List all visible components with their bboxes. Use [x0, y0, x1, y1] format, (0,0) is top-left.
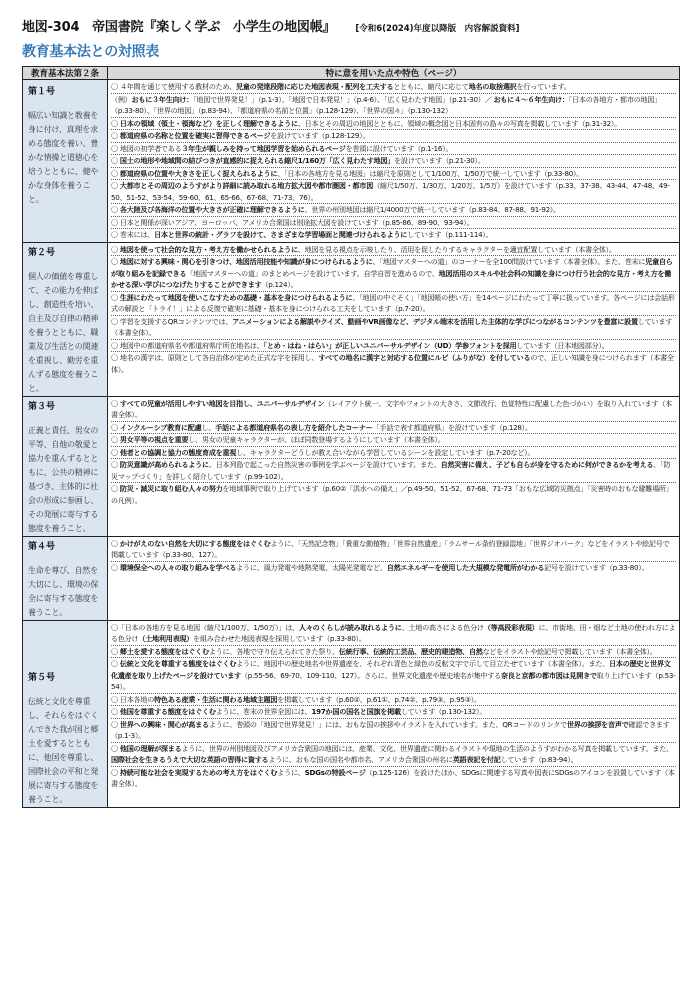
- emphasized-text: 英語表記を付記: [452, 755, 501, 764]
- item-text: を組み合わせた地図表現を採用しています（p.33-80）。: [193, 634, 366, 643]
- law-article-cell: [23, 242, 108, 396]
- item-text: 〇: [111, 181, 120, 190]
- item-text: 〇: [111, 131, 120, 140]
- item-text: （縮尺1/50万、1/30万、1/20万、1/5万）を設けています（p.33、37-38、43-44、47-48、49-50、51-52、53-54、59-60、61、65-66、67-68、71-73、76）。: [111, 181, 670, 202]
- item-text: 「地図マスターへの道」のまとめページを設けています。自学自習を進めるので、: [186, 268, 439, 278]
- item-text: 〇: [111, 118, 120, 128]
- item-text: 〇: [111, 435, 120, 444]
- item-text: 、世界の州別地図は縮尺1/4000万で統一しています（p.83-84、87-88、91-92）。: [304, 205, 560, 214]
- item-text: ように、おもな国の国名や都市名、アメリカ合衆国の州名に: [268, 755, 453, 764]
- item-text: を掲載しています（p.60②、p.61①、p.74②、p.79③、p.95③）。: [277, 694, 481, 704]
- item-text: 、土地の高さによる色分け: [401, 622, 484, 632]
- item-text: に、市街地、田・畑など土地の使われ方による色分け: [111, 622, 676, 643]
- article-number: 第２号: [28, 247, 56, 258]
- item-text: を巻頭に設けています（p.1-16）。: [345, 143, 453, 153]
- emphasized-text: 持続可能な社会を実現するための考え方をはぐくむ: [119, 767, 278, 777]
- emphasized-text: 世界への興味・関心が高まる: [119, 719, 209, 729]
- emphasized-text: 伝統行事、伝統的工芸品、歴史的建造物、自然: [338, 646, 483, 656]
- list-item: [111, 483, 676, 506]
- item-text: ように、: [277, 767, 305, 777]
- item-text: ように、地図中の歴史地名や世界遺産を、それぞれ青色と緑色の反転文字で示して目立たせています（本書全体）。また、: [236, 659, 610, 668]
- feature-cell: [108, 620, 680, 807]
- emphasized-text: おもに３年生向け：: [131, 94, 194, 104]
- item-text: 〇: [111, 659, 120, 668]
- item-text: 「手話で表す都道府県」を設けています（p.128）。: [372, 422, 532, 432]
- article-number: 第１号: [28, 87, 56, 97]
- emphasized-text: SDGsの特設ページ: [304, 767, 366, 777]
- item-text: を設けています（p.128-129）。: [270, 131, 370, 140]
- item-text: を設けています（p.21-30）。: [394, 156, 485, 165]
- list-item: [111, 229, 676, 241]
- emphasized-text: かけがえのない自然を大切にする態度をはぐくむ: [119, 538, 271, 548]
- item-text: しています（p.111-114）。: [407, 230, 493, 239]
- item-text: 〇: [111, 719, 120, 729]
- item-text: 、日本とその周辺の地図とともに、領域の概念図と日本固有の島々の写真を掲載しています（p.31-32）。: [297, 118, 621, 128]
- item-text: ように、各地で守り伝えられてきた祭り、: [208, 646, 339, 656]
- item-text: 「地図で世界発見！」（p.1-3）、「地図で日本発見！」（p.4-6）、「広く見わたす地図」（p.21-30）／: [193, 94, 494, 104]
- item-text: 、「防災マップづくり」を詳しく紹介しています（p.99-102）。: [111, 460, 671, 481]
- list-item: [111, 204, 676, 217]
- item-text: 〇: [111, 767, 120, 777]
- emphasized-text: 地図に対する興味・関心を引きつけ、地図活用技能や知識が身につけられるように: [119, 257, 373, 266]
- table-row: [23, 620, 680, 807]
- item-text: ように、世界の州別地図及びアメリカ合衆国の地図には、産業、文化、世界遺産に関わるイラストや現地の生活のようすがわかる写真を掲載しています。また、: [181, 743, 673, 753]
- item-text: 〇: [111, 460, 120, 469]
- emphasized-text: 防災意識が高められるように: [119, 460, 209, 469]
- list-item: [111, 155, 676, 168]
- item-text: （p.125-126）を設けたほか、SDGsに関連する写真や図表にSDGsのアイコンを設置しています（本書全体）。: [111, 767, 675, 788]
- list-item: [111, 422, 676, 435]
- emphasized-text: 各大陸及び各海洋の位置や大きさが正確に理解できるように: [119, 205, 305, 214]
- list-item: [111, 352, 676, 375]
- item-text: 確認できます（p.1-3）。: [111, 719, 670, 740]
- emphasized-text: 伝統と文化を尊重する態度をはぐくむ: [119, 659, 237, 668]
- list-item: [111, 130, 676, 143]
- emphasized-text: 生涯にわたって地図を使いこなすための基礎・基本を身につけられるように: [119, 292, 353, 302]
- list-item: [111, 646, 676, 659]
- list-item: [111, 292, 676, 316]
- item-text: を地域事例で取り上げています（p.60②「洪水への備え」／p.49-50、51-52、67-68、71-73「おもな広域防災拠点」「災害時のおもな避難場所」の凡例）。: [111, 484, 673, 505]
- item-text: 、「地図の中ぐそく」「地図帳の使い方」を14ページにわたって丁寧に扱っています。各ページには会話形式の解説と「トライ！」による反復で確実に基礎・基本を身につけられる工夫をしています（p.7-20）。: [111, 292, 675, 313]
- list-item: [111, 81, 676, 94]
- emphasized-text: 国土の地形や地域間の結びつきが直感的に捉えられる縮尺1/160万「広く見わたす地図」: [119, 156, 395, 165]
- emphasized-text: 日本の歴史と世界文化遺産を取り上げたページを設けています: [111, 659, 671, 680]
- item-text: 〇: [111, 484, 120, 493]
- item-text: 取り上げています（p.53-54）。: [111, 670, 676, 691]
- item-text: しています（日本地図部分）。: [516, 340, 609, 350]
- emphasized-text: アニメーションによる解説やクイズ、動画やVR画像など、デジタル端末を活用した主体的な学びにつながるコンテンツを豊富に設置: [232, 316, 638, 326]
- law-article-cell: [23, 536, 108, 620]
- item-text: しています（p.83-94）。: [500, 755, 578, 764]
- item-text: し、: [201, 422, 216, 432]
- emphasized-text: すべての児童が活用しやすい地図を目指し、ユニバーサルデザイン: [119, 398, 325, 408]
- emphasized-text: 児童自らが取り組みを記録できる: [111, 257, 673, 278]
- document-title: 地図-304 帝国書院『楽しく学ぶ 小学生の地図帳』: [22, 20, 336, 35]
- emphasized-text: 他者との協調と協力の態度育成を重視: [119, 447, 237, 457]
- item-text: 、地図を見る視点を示唆したり、活用を促したりするキャラクターを適宜配置しています（本書全体）。: [297, 244, 616, 254]
- feature-cell: [108, 242, 680, 396]
- item-text: 〇 地名の漢字は、原則として各自治体が定めた正式な字を採用し、: [111, 353, 319, 362]
- item-text: 〇: [111, 743, 120, 753]
- item-text: 〇 日本各地の: [111, 694, 155, 704]
- item-text: 〇: [111, 257, 120, 266]
- item-text: 〇: [111, 168, 120, 178]
- emphasized-text: 自然災害に備え、子ども自らが身を守るために何ができるかを考える: [440, 460, 654, 469]
- item-text: 〇: [111, 646, 120, 656]
- article-text: 個人の価値を尊重して、その能力を伸ばし、創造性を培い、自主及び自律の精神を養うとともに、職業及び生活との関連を重視し、勤労を重んずる態度を養うこと。: [28, 271, 99, 393]
- feature-cell: [108, 80, 680, 243]
- item-text: ので、正しい知識を身につけられます（本書全体）。: [111, 353, 674, 374]
- emphasized-text: 都道府県の位置や大きさを正しく捉えられるように: [119, 168, 278, 178]
- item-text: ように、風力発電や地熱発電、太陽光発電など、: [236, 562, 387, 572]
- list-item: [111, 118, 676, 131]
- document-meta: [令和6(2024)年度以降版 内容解説資料]: [355, 24, 520, 34]
- item-text: 〇: [111, 205, 120, 214]
- list-item: [111, 767, 676, 790]
- emphasized-text: 197か国の国名と国旗を掲載: [311, 707, 401, 716]
- list-item: [111, 743, 676, 767]
- item-text: ように、巻末の世界全図には、: [215, 707, 312, 716]
- list-item: [111, 244, 676, 257]
- emphasized-text: 「とめ・はね・はらい」が正しいユニバーサルデザイン（UD）学参フォントを採用: [263, 340, 517, 350]
- document-subtitle: 教育基本法との対照表: [22, 44, 159, 60]
- table-row: [23, 242, 680, 396]
- list-item: [111, 622, 676, 646]
- item-text: し、男女の児童キャラクターが、ほぼ同数登場するようにしています（本書全体）。: [188, 435, 445, 444]
- item-text: 〇 地図中の都道府県名や都道府県庁所在地名は、: [111, 340, 264, 350]
- article-text: 幅広い知識と教養を身に付け、真理を求める態度を養い、豊かな情操と道徳心を培うとともに、健やかな身体を養うこと。: [28, 111, 99, 204]
- emphasized-text: 都道府県の名称と位置を確実に習得できるページ: [119, 131, 271, 140]
- table-row: [23, 536, 680, 620]
- item-text: 〇 日本と関係が深いアジア、ヨーロッパ、アメリカ合衆国は別途拡大図を設けています（p.85-86、89-90、93-94）。: [111, 217, 474, 227]
- title-line: [22, 16, 682, 35]
- emphasized-text: 日本の領域（領土・領海など）を正しく理解できるように: [119, 118, 298, 128]
- item-text: 〇 ４年間を通じて使用する教材のため、: [111, 82, 236, 91]
- comparison-table: [22, 66, 680, 808]
- column-header-features: 特に意を用いた点や特色（ページ）: [108, 67, 680, 80]
- emphasized-text: 自然エネルギーを使用した大規模な発電所がわかる: [386, 562, 545, 572]
- item-text: ように、「天然記念物」「貴重な動植物」「世界自然遺産」「ラムサール条約登録湿地」「世界ジオパーク」などをイラストや絵記号で掲載しています（p.33-80、127）。: [111, 538, 670, 559]
- item-text: 、「日本の各地方を見る地図」は縮尺を原則として1/100万、1/50万で統一しています（p.33-80）。: [277, 168, 584, 178]
- item-text: し、キャラクターどうしが教え合いながら学習しているシーンを設定しています（p.7-20など）。: [236, 447, 535, 457]
- article-number: 第３号: [28, 401, 56, 412]
- list-item: [111, 180, 676, 204]
- item-text: （例）: [111, 94, 132, 104]
- emphasized-text: おもに４～６年生向け：: [493, 94, 569, 104]
- document-header: [22, 16, 682, 61]
- emphasized-text: 他国の理解が深まる: [119, 743, 182, 753]
- item-text: などをイラストや絵記号で掲載しています（本書全体）。: [482, 646, 657, 656]
- item-text: 記号を設けています（p.33-80）。: [544, 562, 649, 572]
- list-item: [111, 562, 676, 574]
- item-text: 〇: [111, 398, 120, 408]
- emphasized-text: 奈良と京都の都市図は見開きで: [500, 670, 597, 680]
- item-text: 〇 巻末には、: [111, 230, 155, 239]
- emphasized-text: 地図活用のスキルや社会科の知識を身につけ行う社会的な見方・考え方を働かせる深い学びにつなげたりすることができます: [111, 268, 672, 289]
- emphasized-text: 特色ある産業・生活に関わる地域主題図: [154, 694, 278, 704]
- item-text: （p.55-56、69-70、109-110、127）。さらに、世界文化遺産や歴史地名が集中する: [240, 670, 501, 680]
- item-text: 〇「日本の各地方を見る地図（縮尺1/100万、1/50万）」は、: [111, 622, 299, 632]
- emphasized-text: 防災・減災に取り組む人々の努力: [119, 484, 223, 493]
- emphasized-text: 大都市とその周辺のようすがより詳細に読み取れる地方拡大図や都市圏図・都市図: [119, 181, 374, 190]
- law-article-cell: [23, 80, 108, 243]
- feature-cell: [108, 396, 680, 536]
- emphasized-text: 環境保全への人々の取り組みを学べる: [119, 562, 237, 572]
- list-item: [111, 694, 676, 707]
- item-text: 〇: [111, 562, 120, 572]
- article-text: 生命を尊び、自然を大切にし、環境の保全に寄与する態度を養うこと。: [28, 565, 99, 617]
- item-text: ように、巻頭の「地図で世界発見！」には、おもな国の挨拶やイラストを入れています。また、QRコードのリンクで: [208, 719, 567, 729]
- list-item: [111, 340, 676, 353]
- item-text: しています（p.130-132）。: [400, 707, 487, 716]
- item-text: を行っています。: [516, 82, 571, 91]
- emphasized-text: すべての地名に漢字と対応する位置にルビ（ふりがな）を付している: [318, 353, 531, 362]
- article-text: 伝統と文化を尊重し、それらをはぐくんできた我が国と郷土を愛するとともに、他国を尊重し、国際社会の平和と発展に寄与する態度を養うこと。: [28, 696, 99, 804]
- item-text: 「日本の各地方・都市の地図」（p.33-80）、「世界の地図」（p.83-94）、「都道府県の名前と位置」（p.128-129）、「世界の国々」（p.130-132）: [111, 94, 661, 115]
- article-number: 第５号: [28, 672, 56, 683]
- list-item: [111, 94, 676, 118]
- emphasized-text: 他国を尊重する態度をはぐくむ: [119, 707, 216, 716]
- emphasized-text: 手話による都道府県名の表し方を紹介したコーナー: [215, 422, 373, 432]
- item-text: 、日本列島で起こった自然災害の事例を学ぶページを設けています。また、: [208, 460, 441, 469]
- table-body: [23, 80, 680, 808]
- list-item: [111, 538, 676, 562]
- emphasized-text: インクルーシブ教育に配慮: [119, 422, 202, 432]
- emphasized-text: （等高段彩表現）: [483, 622, 539, 632]
- emphasized-text: 地図を使って社会的な見方・考え方を働かせられるように: [119, 244, 298, 254]
- emphasized-text: 日本と世界の統計・グラフを設けて、さまざまな学習場面と関連づけられるように: [154, 230, 408, 239]
- emphasized-text: 男女平等の視点を重要: [119, 435, 189, 444]
- law-article-cell: [23, 620, 108, 807]
- item-text: 〇: [111, 156, 120, 165]
- table-row: [23, 396, 680, 536]
- emphasized-text: 人々のくらしが読み取れるように: [298, 622, 402, 632]
- list-item: [111, 398, 676, 422]
- emphasized-text: 郷土を愛する態度をはぐくむ: [119, 646, 209, 656]
- item-text: 〇: [111, 244, 120, 254]
- list-item: [111, 658, 676, 694]
- item-text: （レイアウト統一、文字やフォントの大きさ、文節改行、色覚特性に配慮した色づかい）を取り入れています（本書全体）。: [111, 398, 673, 419]
- list-item: [111, 434, 676, 447]
- item-text: 〇: [111, 422, 120, 432]
- list-item: [111, 217, 676, 230]
- list-item: [111, 706, 676, 719]
- item-text: 〇: [111, 538, 120, 548]
- item-text: とともに、縮尺に応じて: [393, 82, 469, 91]
- emphasized-text: 世界の挨拶を音声で: [566, 719, 629, 729]
- item-text: （p.124）。: [261, 280, 298, 289]
- item-text: 〇: [111, 292, 120, 302]
- list-item: [111, 447, 676, 460]
- list-item: [111, 316, 676, 340]
- list-item: [111, 719, 676, 743]
- feature-cell: [108, 536, 680, 620]
- item-text: 、「地図マスターへの道」のコーナーを全100問設けています（本書全体）。また、巻末に: [372, 257, 646, 266]
- emphasized-text: 地名の取捨選択: [468, 82, 517, 91]
- emphasized-text: 児童の発達段階に応じた地図表現・配列を工夫する: [235, 82, 394, 91]
- table-header-row: [23, 67, 680, 80]
- list-item: [111, 143, 676, 156]
- list-item: [111, 256, 676, 292]
- table-row: [23, 80, 680, 243]
- item-text: 〇 地図の初学者である: [111, 143, 182, 153]
- list-item: [111, 459, 676, 483]
- column-header-law: 教育基本法第２条: [23, 67, 108, 80]
- emphasized-text: ３年生が親しみを持って地図学習を始められるページ: [181, 143, 346, 153]
- item-text: しています（本書全体）。: [111, 316, 673, 337]
- item-text: 〇: [111, 447, 120, 457]
- article-text: 正義と責任、男女の平等、自他の敬愛と協力を重んずるとともに、公共の精神に基づき、主体的に社会の形成に参画し、その発展に寄与する態度を養うこと。: [28, 425, 99, 533]
- law-article-cell: [23, 396, 108, 536]
- article-number: 第４号: [28, 541, 56, 552]
- item-text: 〇 学習を支援するQRコンテンツでは、: [111, 316, 233, 326]
- item-text: 〇: [111, 707, 120, 716]
- list-item: [111, 168, 676, 181]
- emphasized-text: （土地利用表現）: [138, 634, 194, 643]
- emphasized-text: 国際社会を生きるうえで大切な英語の習得に資する: [111, 755, 269, 764]
